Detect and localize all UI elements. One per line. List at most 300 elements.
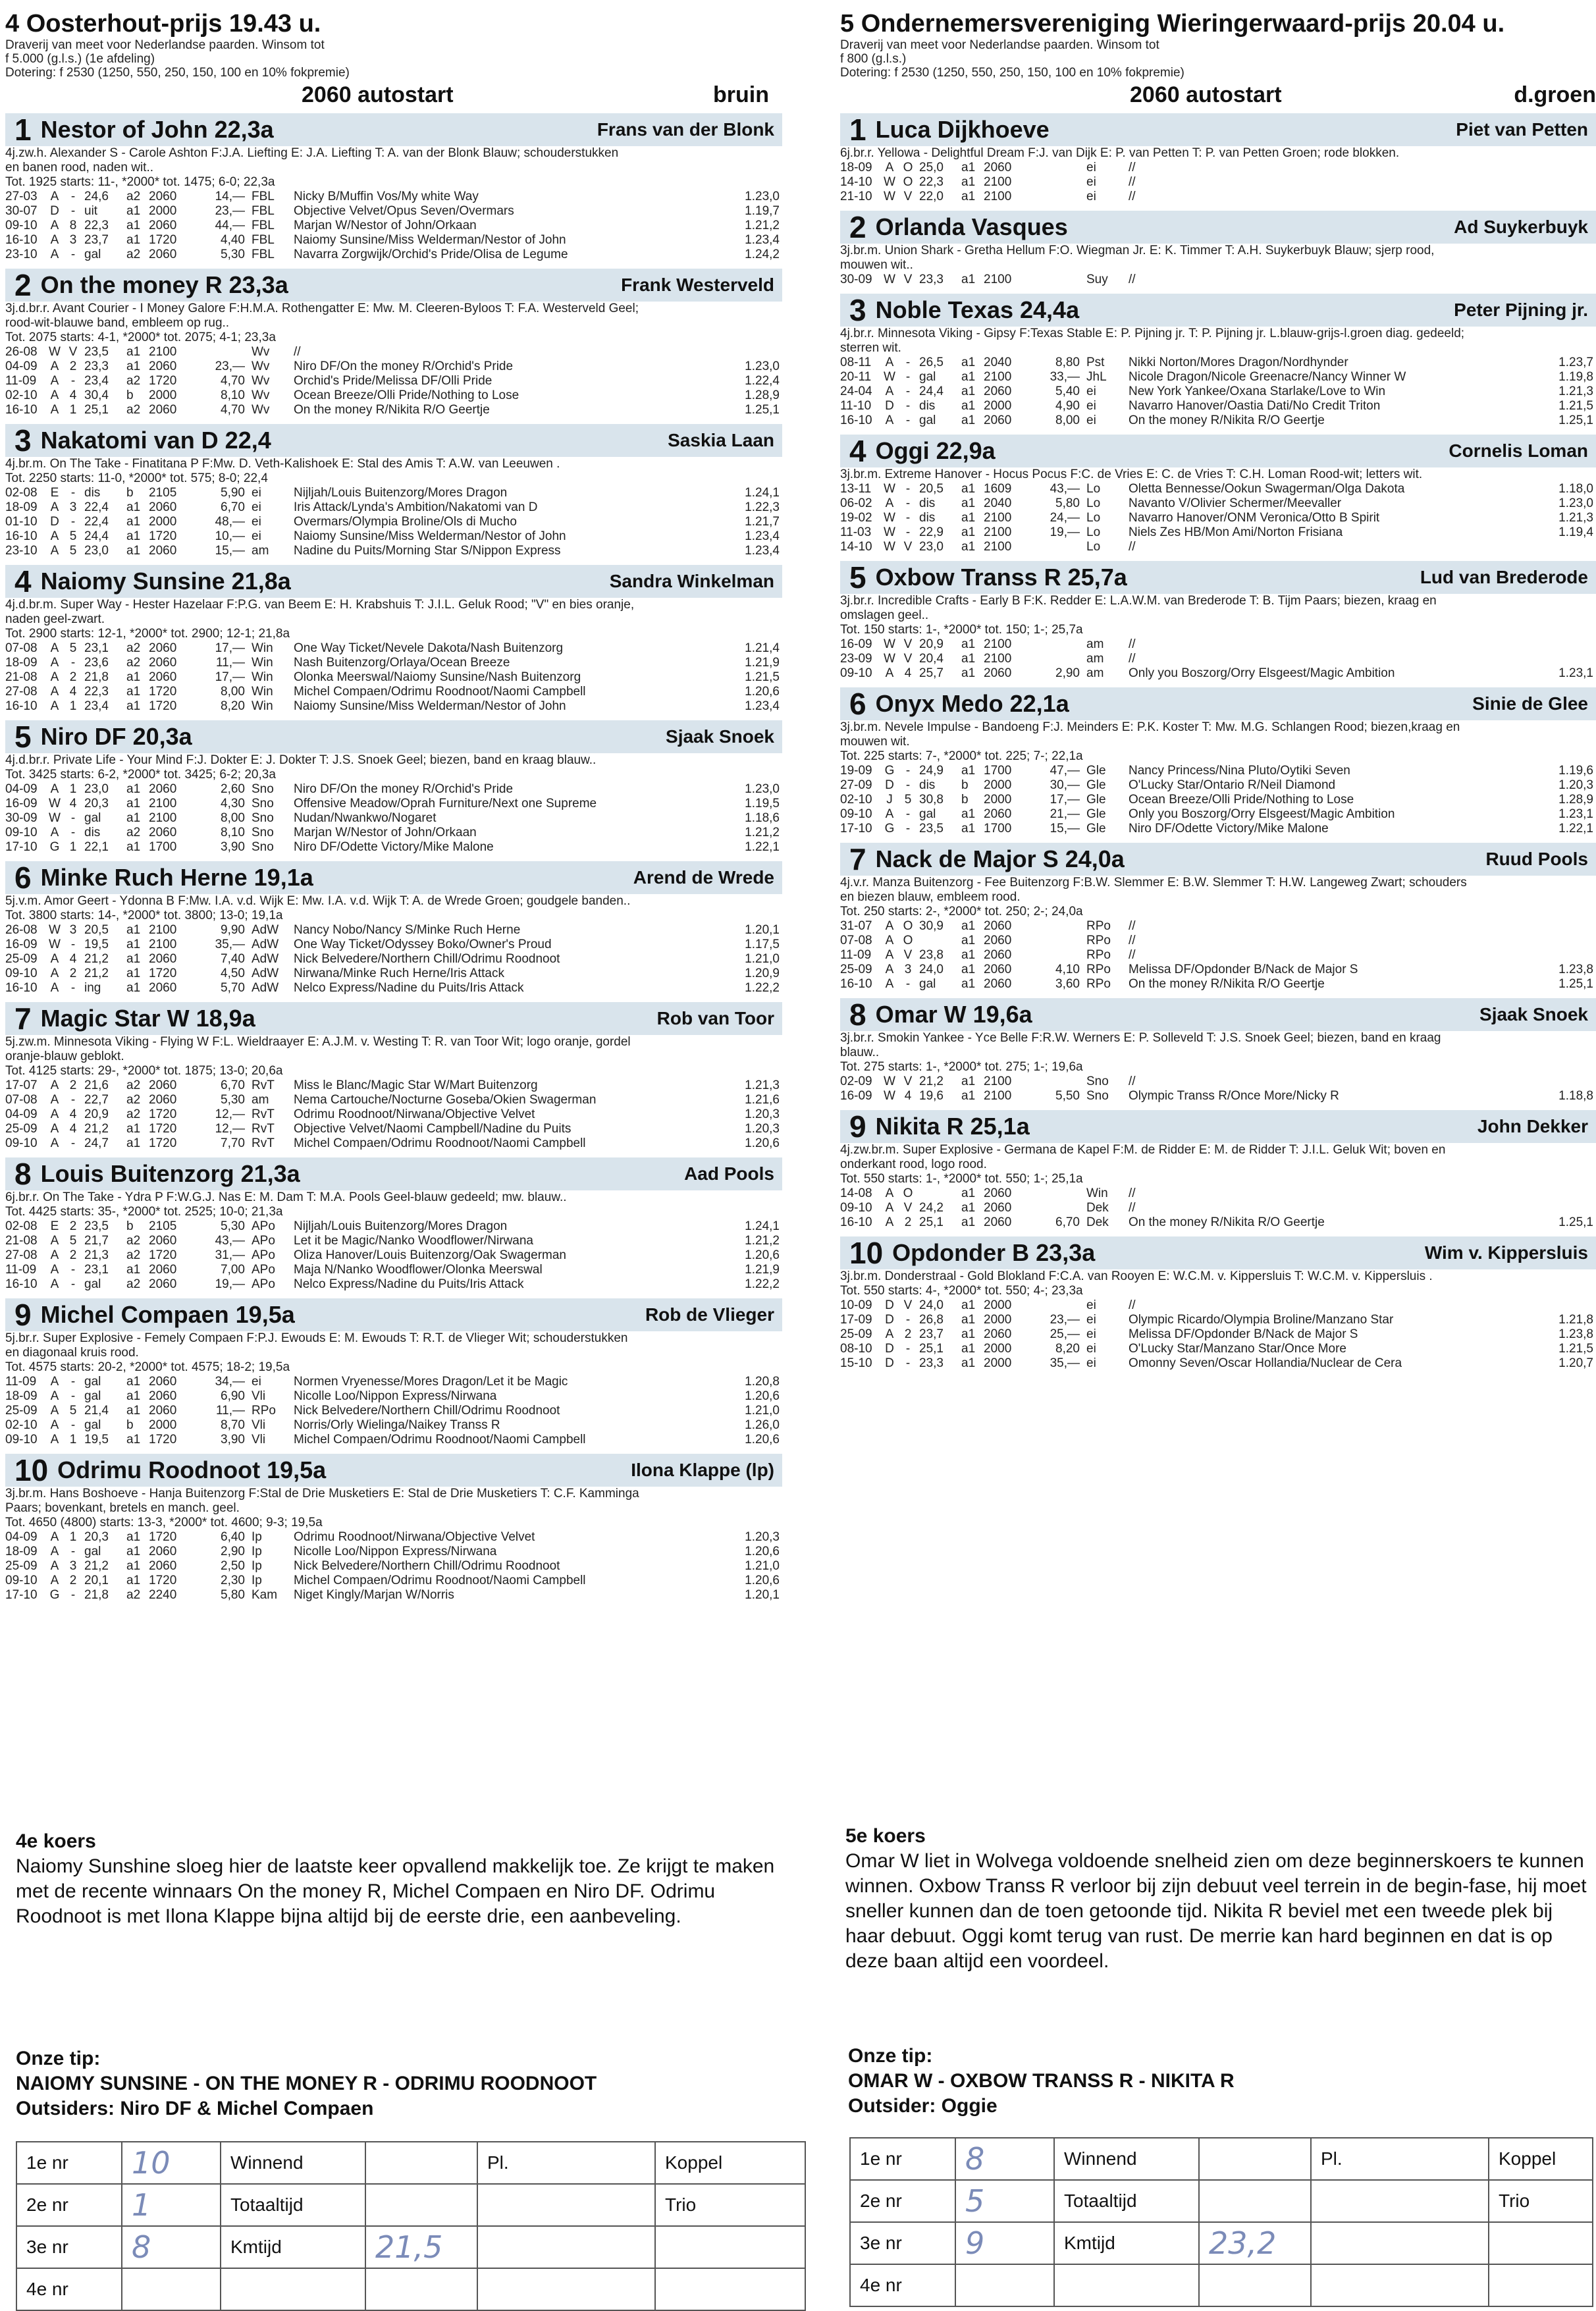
finish-order: One Way Ticket/Odyssey Boko/Owner's Proud: [294, 938, 552, 951]
race-distance: 2000: [149, 1418, 177, 1432]
race-date: 16-09: [5, 797, 38, 810]
km-time: 23,3: [84, 359, 109, 373]
horse-name: Luca Dijkhoeve: [875, 116, 1050, 143]
driver-code: Sno: [1086, 1075, 1109, 1088]
horse-number-entry[interactable]: 8: [122, 2226, 221, 2268]
horse-number: 1: [14, 113, 32, 147]
performance-table: [840, 161, 1596, 204]
odds: 6,40: [221, 1530, 245, 1544]
odds: 2,90: [221, 1545, 245, 1558]
race-distance: 2060: [149, 826, 177, 839]
race-distance: 2060: [149, 1093, 177, 1107]
horse-stats: Tot. 4575 starts: 20-2, *2000* tot. 4575; 18-2; 19,5a: [5, 1360, 290, 1374]
horse-pedigree: 4j.br.m. On The Take - Finatitana P F:Mw. D. Veth-Kalishoek E: Stal des Amis T: A.W. van Leeuwen .: [5, 457, 560, 471]
km-time: 20,5: [919, 482, 944, 496]
field-label: Kmtijd: [1054, 2222, 1199, 2264]
race-distance: 1720: [149, 1136, 177, 1150]
performance-row: [840, 1201, 1596, 1215]
race-distance: 2100: [984, 1089, 1012, 1103]
finish-order: Ocean Breeze/Olli Pride/Nothing to Lose: [294, 388, 519, 402]
performance-row: [840, 370, 1596, 385]
odds: 8,70: [221, 1418, 245, 1432]
winner-time: 1.20,6: [745, 1545, 780, 1558]
odds: 10,—: [215, 529, 245, 543]
field-value[interactable]: 21,5: [365, 2226, 477, 2268]
finish-order: //: [1129, 540, 1136, 554]
race-date: 16-10: [840, 977, 872, 991]
race-distance: 2060: [149, 1078, 177, 1092]
driver-code: Wv: [252, 388, 270, 402]
placing: -: [905, 525, 911, 539]
finish-order: Nirwana/Minke Ruch Herne/Iris Attack: [294, 967, 504, 980]
field-value[interactable]: [1199, 2180, 1311, 2222]
km-time: dis: [919, 496, 936, 510]
placing: -: [70, 248, 76, 261]
horse-entry: [5, 720, 782, 855]
horse-name: Naiomy Sunsine 21,8a: [40, 568, 291, 595]
winner-time: 1.23,1: [1558, 666, 1593, 680]
winner-time: 1.21,9: [745, 1263, 780, 1277]
km-time: 21,2: [919, 1075, 944, 1088]
field-value[interactable]: 23,2: [1199, 2222, 1311, 2264]
km-time: 22,3: [919, 175, 944, 189]
performance-table: [840, 1298, 1596, 1371]
odds: 4,40: [221, 233, 245, 247]
race-date: 21-08: [5, 670, 38, 684]
horse-number-entry[interactable]: [955, 2264, 1054, 2306]
horse-stats: Tot. 150 starts: 1-, *2000* tot. 150; 1-; 25,7a: [840, 623, 1083, 637]
horse-number-entry[interactable]: 10: [122, 2142, 221, 2184]
horse-stats: Tot. 550 starts: 4-, *2000* tot. 550; 4-; 23,3a: [840, 1284, 1083, 1298]
driver-code: Dek: [1086, 1215, 1109, 1229]
track-code: A: [50, 1375, 59, 1389]
horse-stats: Tot. 1925 starts: 11-, *2000* tot. 1475; 6-0; 22,3a: [5, 175, 275, 189]
finish-order: Niro DF/Odette Victory/Mike Malone: [1129, 822, 1329, 836]
race-date: 27-09: [840, 778, 872, 792]
km-time: 23,1: [84, 641, 109, 655]
horse-entry: [840, 843, 1596, 992]
race-distance: 2240: [149, 1588, 177, 1602]
winner-time: 1.18,6: [745, 811, 780, 825]
winner-time: 1.18,8: [1558, 1089, 1593, 1103]
odds: 19,—: [215, 1277, 245, 1291]
winner-time: 1.26,0: [745, 1418, 780, 1432]
placing: -: [905, 822, 911, 836]
winner-time: 1.21,0: [745, 1559, 780, 1573]
placing: 4: [904, 666, 912, 680]
start-type: a1: [961, 1327, 976, 1341]
horse-pedigree: 6j.br.r. Yellowa - Delightful Dream F:J. van Dijk E: P. van Petten T: P. van Petten Groen; rode blokken.: [840, 146, 1400, 160]
horse-header: [5, 424, 782, 457]
performance-row: [840, 963, 1596, 977]
km-time: 22,4: [84, 515, 109, 529]
driver-code: RvT: [252, 1107, 275, 1121]
winner-time: 1.20,3: [745, 1122, 780, 1136]
horse-name: Oggi 22,9a: [875, 437, 996, 464]
performance-table: [840, 482, 1596, 554]
horse-pedigree: en banen rood, naden wit..: [5, 161, 154, 174]
horse-driver: Sjaak Snoek: [666, 726, 774, 747]
winner-time: 1.22,4: [745, 374, 780, 388]
race-distance: 2100: [149, 811, 177, 825]
field-value[interactable]: [1199, 2138, 1311, 2180]
finish-order: Odrimu Roodnoot/Nirwana/Objective Velvet: [294, 1530, 535, 1544]
winner-time: 1.17,5: [745, 938, 780, 951]
horse-stats: Tot. 225 starts: 7-, *2000* tot. 225; 7-; 22,1a: [840, 749, 1083, 763]
driver-code: Gle: [1086, 822, 1106, 836]
race-distance: 2000: [984, 1298, 1012, 1312]
field-label: [477, 2184, 655, 2226]
finish-order: Nelco Express/Nadine du Puits/Iris Attack: [294, 1277, 524, 1291]
race-date: 11-09: [840, 948, 872, 962]
placing: -: [70, 981, 76, 995]
placing: -: [70, 1136, 76, 1150]
horse-header: [840, 687, 1596, 720]
driver-code: Ip: [252, 1545, 262, 1558]
field-label: Totaaltijd: [221, 2184, 365, 2226]
performance-row: [5, 1545, 782, 1559]
winner-time: 1.20,8: [745, 1375, 780, 1389]
placing: -: [905, 482, 911, 496]
race-4-meta: [5, 82, 782, 108]
winner-time: 1.24,1: [745, 1219, 780, 1233]
start-type: a1: [961, 1075, 976, 1088]
driver-code: RPo: [1086, 919, 1111, 933]
start-type: a2: [126, 374, 141, 388]
horse-pedigree: 3j.br.m. Hans Boshoeve - Hanja Buitenzorg F:Stal de Drie Musketiers E: Stal de Drie Musketiers T: C.F. Kamminga: [5, 1487, 639, 1501]
field-label: [221, 2268, 365, 2310]
start-type: a1: [126, 500, 141, 514]
odds: 4,90: [1055, 399, 1080, 413]
race-date: 23-10: [5, 248, 38, 261]
horse-driver: Sinie de Glee: [1472, 693, 1588, 714]
horse-number-entry[interactable]: 9: [955, 2222, 1054, 2264]
horse-driver: Rob de Vlieger: [645, 1304, 774, 1325]
start-type: a2: [126, 1093, 141, 1107]
start-type: b: [961, 793, 969, 807]
race-date: 26-08: [5, 345, 38, 359]
km-time: 30,4: [84, 388, 109, 402]
race-distance: 1720: [149, 685, 177, 699]
km-time: gal: [84, 1389, 101, 1403]
field-label: [477, 2268, 655, 2310]
race-distance: 2060: [984, 948, 1012, 962]
race-date: 14-10: [840, 175, 872, 189]
finish-order: //: [1129, 948, 1136, 962]
race-date: 31-07: [840, 919, 872, 933]
performance-row: [840, 496, 1596, 511]
km-time: 25,0: [919, 161, 944, 174]
performance-row: [5, 359, 782, 374]
horse-entry: [5, 565, 782, 714]
finish-order: //: [1129, 652, 1136, 666]
horse-number-entry[interactable]: 8: [955, 2138, 1054, 2180]
odds: 4,30: [221, 797, 245, 810]
race-date: 17-09: [840, 1313, 872, 1327]
km-time: 20,4: [919, 652, 944, 666]
placing: 2: [904, 1327, 912, 1341]
odds: 5,50: [1055, 1089, 1080, 1103]
placing: -: [905, 356, 911, 369]
race-date: 17-10: [5, 1588, 38, 1602]
race-distance: 2060: [149, 190, 177, 203]
performance-table: [5, 1219, 782, 1292]
km-time: 22,4: [84, 500, 109, 514]
race-distance: 2060 autostart: [302, 82, 454, 107]
commentary-text: Omar W liet in Wolvega voldoende snelheid zien om deze beginnerskoers te kunnen winnen. Oxbow Transs R verloor bij zijn debuut veel terrein in de begin-fase, hij moet sneller kunnen dan de toen getoonde tijd. Nikita R beviel met een tweede plek bij haar debuut. Oggi komt terug van rust. De merrie kan hard beginnen en dat is op deze baan altijd een voordeel.: [845, 1850, 1587, 1972]
field-label: Kmtijd: [221, 2226, 365, 2268]
finish-order: Nadine du Puits/Morning Star S/Nippon Express: [294, 544, 561, 558]
race-date: 07-08: [5, 1093, 38, 1107]
odds: [1030, 190, 1086, 204]
race-5-commentary: [845, 1824, 1589, 1974]
odds: 25,—: [1050, 1327, 1080, 1341]
horse-name: Louis Buitenzorg 21,3a: [40, 1160, 300, 1187]
track-code: G: [49, 1588, 60, 1602]
odds: 30,—: [1050, 778, 1080, 792]
odds: 14,—: [215, 190, 245, 203]
race-date: 30-09: [840, 273, 872, 286]
km-time: 23,4: [84, 374, 109, 388]
finish-order: Nancy Princess/Nina Pluto/Oytiki Seven: [1129, 764, 1350, 778]
start-type: a1: [961, 764, 976, 778]
race-date: 19-02: [840, 511, 872, 525]
horse-number-entry[interactable]: 5: [955, 2180, 1054, 2222]
form-row: [16, 2184, 805, 2226]
field-value[interactable]: [365, 2268, 477, 2310]
km-time: gal: [919, 413, 936, 427]
race-date: 25-09: [5, 1559, 38, 1573]
odds: [1030, 1075, 1086, 1089]
winner-time: 1.23,4: [745, 699, 780, 713]
race-date: 18-09: [5, 500, 38, 514]
km-time: uit: [84, 204, 98, 218]
driver-code: AdW: [252, 981, 279, 995]
finish-order: Navarro Hanover/Oastia Dati/No Credit Triton: [1129, 399, 1381, 413]
horse-pedigree: omslagen geel..: [840, 608, 929, 622]
finish-order: Nema Cartouche/Nocturne Goseba/Okien Swagerman: [294, 1093, 597, 1107]
odds: 5,80: [221, 1588, 245, 1602]
driver-code: AdW: [252, 923, 279, 937]
winner-time: [1534, 175, 1596, 190]
km-time: 22,0: [919, 190, 944, 203]
field-label: [655, 2268, 805, 2310]
race-distance: 2100: [984, 511, 1012, 525]
finish-order: Ocean Breeze/Olli Pride/Nothing to Lose: [1129, 793, 1354, 807]
finish-order: //: [1129, 161, 1136, 174]
winner-time: 1.23,8: [1558, 963, 1593, 976]
horse-pedigree: naden geel-zwart.: [5, 612, 105, 626]
winner-time: 1.19,8: [1558, 370, 1593, 384]
odds: 4,70: [221, 374, 245, 388]
driver-code: Sno: [1086, 1089, 1109, 1103]
driver-code: Wv: [252, 403, 270, 417]
horse-pedigree: 4j.d.br.r. Private Life - Your Mind F:J. Dokter E: J. Dokter T: J.S. Snoek Geel; biezen, band en kraag blauw..: [5, 753, 597, 767]
km-time: 23,7: [919, 1327, 944, 1341]
race-distance: 2100: [984, 637, 1012, 651]
finish-order: On the money R/Nikita R/O Geertje: [294, 403, 490, 417]
horse-driver: Peter Pijning jr.: [1454, 300, 1588, 320]
start-type: a1: [961, 1215, 976, 1229]
race-4-field: [5, 113, 782, 1603]
horse-entry: [5, 424, 782, 558]
field-value[interactable]: [365, 2184, 477, 2226]
horse-header: [840, 561, 1596, 594]
placing: 1: [69, 403, 77, 417]
horse-stats: Tot. 4425 starts: 35-, *2000* tot. 2525; 10-0; 21,3a: [5, 1205, 283, 1219]
race-date: 09-10: [5, 219, 38, 232]
start-type: a1: [126, 233, 141, 247]
performance-row: [5, 840, 782, 855]
driver-code: ei: [252, 1375, 261, 1389]
field-value[interactable]: [365, 2142, 477, 2184]
horse-number: 5: [849, 560, 866, 595]
race-date: 18-09: [840, 161, 872, 174]
race-date: 09-10: [5, 1136, 38, 1150]
winner-time: 1.24,2: [745, 248, 780, 261]
winner-time: 1.18,0: [1558, 482, 1593, 496]
odds: 17,—: [215, 641, 245, 655]
horse-name: Nikita R 25,1a: [875, 1113, 1030, 1140]
race-distance: 2060: [149, 1404, 177, 1418]
km-time: ing: [84, 981, 101, 995]
race-colour: d.groen: [1514, 82, 1596, 107]
track-code: D: [885, 778, 894, 792]
odds: 48,—: [215, 515, 245, 529]
race-distance: 2060: [984, 413, 1012, 427]
placing: V: [903, 190, 913, 203]
odds: 11,—: [215, 1404, 245, 1418]
performance-row: [840, 399, 1596, 413]
finish-order: //: [1129, 175, 1136, 189]
winner-time: 1.22,2: [745, 1277, 780, 1291]
horse-pedigree: 5j.br.r. Super Explosive - Femely Compaen F:P.J. Ewouds E: M. Ewouds T: R.T. de Vlieger Wit; schouderstukken: [5, 1331, 628, 1345]
horse-name: Odrimu Roodnoot 19,5a: [57, 1456, 327, 1483]
performance-row: [840, 482, 1596, 496]
position-label: 2e nr: [16, 2184, 122, 2226]
placing: 4: [69, 1122, 77, 1136]
field-label: Winnend: [221, 2142, 365, 2184]
odds: 5,30: [221, 248, 245, 261]
winner-time: [1534, 1201, 1596, 1215]
odds: 7,40: [221, 952, 245, 966]
driver-code: Vli: [252, 1418, 266, 1432]
odds: 23,—: [215, 204, 245, 218]
race-distance: 2060: [149, 1234, 177, 1248]
km-time: 23,5: [84, 1219, 109, 1233]
race-date: 26-08: [5, 923, 38, 937]
km-time: gal: [84, 1418, 101, 1432]
odds: 8,20: [221, 699, 245, 713]
horse-stats: Tot. 4650 (4800) starts: 13-3, *2000* tot. 4600; 9-3; 19,5a: [5, 1516, 323, 1529]
start-type: a1: [126, 1389, 141, 1403]
driver-code: ei: [1086, 413, 1096, 427]
odds: 11,—: [215, 656, 245, 670]
km-time: [919, 934, 961, 948]
performance-row: [5, 923, 782, 938]
odds: 43,—: [215, 1234, 245, 1248]
finish-order: Miss le Blanc/Magic Star W/Mart Buitenzorg: [294, 1078, 538, 1092]
horse-number: 5: [14, 720, 32, 754]
winner-time: 1.20,7: [1558, 1356, 1593, 1370]
placing: -: [70, 1389, 76, 1403]
field-value[interactable]: [1199, 2264, 1311, 2306]
driver-code: RPo: [1086, 977, 1111, 991]
winner-time: [1534, 652, 1596, 666]
race-distance: 2000: [984, 1342, 1012, 1356]
performance-row: [5, 670, 782, 685]
race-date: 04-09: [5, 1530, 38, 1544]
km-time: 24,9: [919, 764, 944, 778]
track-code: A: [885, 1201, 894, 1215]
race-date: 21-08: [5, 1234, 38, 1248]
tip-label: Onze tip:: [848, 2045, 933, 2067]
finish-order: Olympic Ricardo/Olympia Broline/Manzano Star: [1129, 1313, 1394, 1327]
start-type: a1: [126, 811, 141, 825]
horse-number: 7: [849, 842, 866, 876]
race-5-field: [840, 113, 1596, 1371]
position-label: 1e nr: [16, 2142, 122, 2184]
winner-time: 1.21,2: [745, 826, 780, 839]
performance-row: [5, 1136, 782, 1151]
start-type: a1: [961, 190, 976, 203]
odds: 43,—: [1050, 482, 1080, 496]
driver-code: ei: [1086, 385, 1096, 398]
finish-order: Navanto V/Olivier Schermer/Meevaller: [1129, 496, 1342, 510]
winner-time: 1.19,5: [745, 797, 780, 810]
km-time: 22,3: [84, 219, 109, 232]
horse-driver: Wim v. Kippersluis: [1424, 1242, 1588, 1263]
km-time: 19,6: [919, 1089, 944, 1103]
horse-entry: [5, 269, 782, 417]
km-time: 23,4: [84, 699, 109, 713]
winner-time: 1.23,1: [1558, 807, 1593, 821]
odds: [1030, 948, 1086, 963]
driver-code: FBL: [252, 233, 275, 247]
track-code: J: [886, 793, 893, 807]
horse-number: 2: [14, 268, 32, 302]
start-type: a1: [126, 1530, 141, 1544]
track-code: A: [885, 807, 894, 821]
finish-order: Nicolle Loo/Nippon Express/Nirwana: [294, 1389, 497, 1403]
winner-time: 1.22,1: [1558, 822, 1593, 836]
track-code: A: [885, 666, 894, 680]
km-time: 25,7: [919, 666, 944, 680]
race-distance: 2060: [984, 1215, 1012, 1229]
track-code: A: [50, 1545, 59, 1558]
horse-number-entry[interactable]: [122, 2268, 221, 2310]
race-distance: 2060: [149, 359, 177, 373]
winner-time: [720, 345, 782, 359]
odds: 15,—: [215, 544, 245, 558]
horse-pedigree: oranje-blauw geblokt.: [5, 1049, 124, 1063]
winner-time: 1.21,8: [1558, 1313, 1593, 1327]
horse-driver: Ad Suykerbuyk: [1454, 217, 1588, 237]
start-type: a1: [126, 699, 141, 713]
race-distance: 2060: [149, 219, 177, 232]
horse-number-entry[interactable]: 1: [122, 2184, 221, 2226]
odds: [1030, 934, 1086, 948]
km-time: 21,8: [84, 670, 109, 684]
horse-entry: [5, 1298, 782, 1447]
track-code: G: [884, 764, 895, 778]
placing: -: [70, 826, 76, 839]
condition-line: Draverij van meet voor Nederlandse paarden. Winsom tot: [840, 38, 1159, 52]
race-date: 18-09: [5, 1545, 38, 1558]
placing: 2: [69, 967, 77, 980]
km-time: 25,1: [84, 403, 109, 417]
winner-time: 1.21,3: [1558, 385, 1593, 398]
